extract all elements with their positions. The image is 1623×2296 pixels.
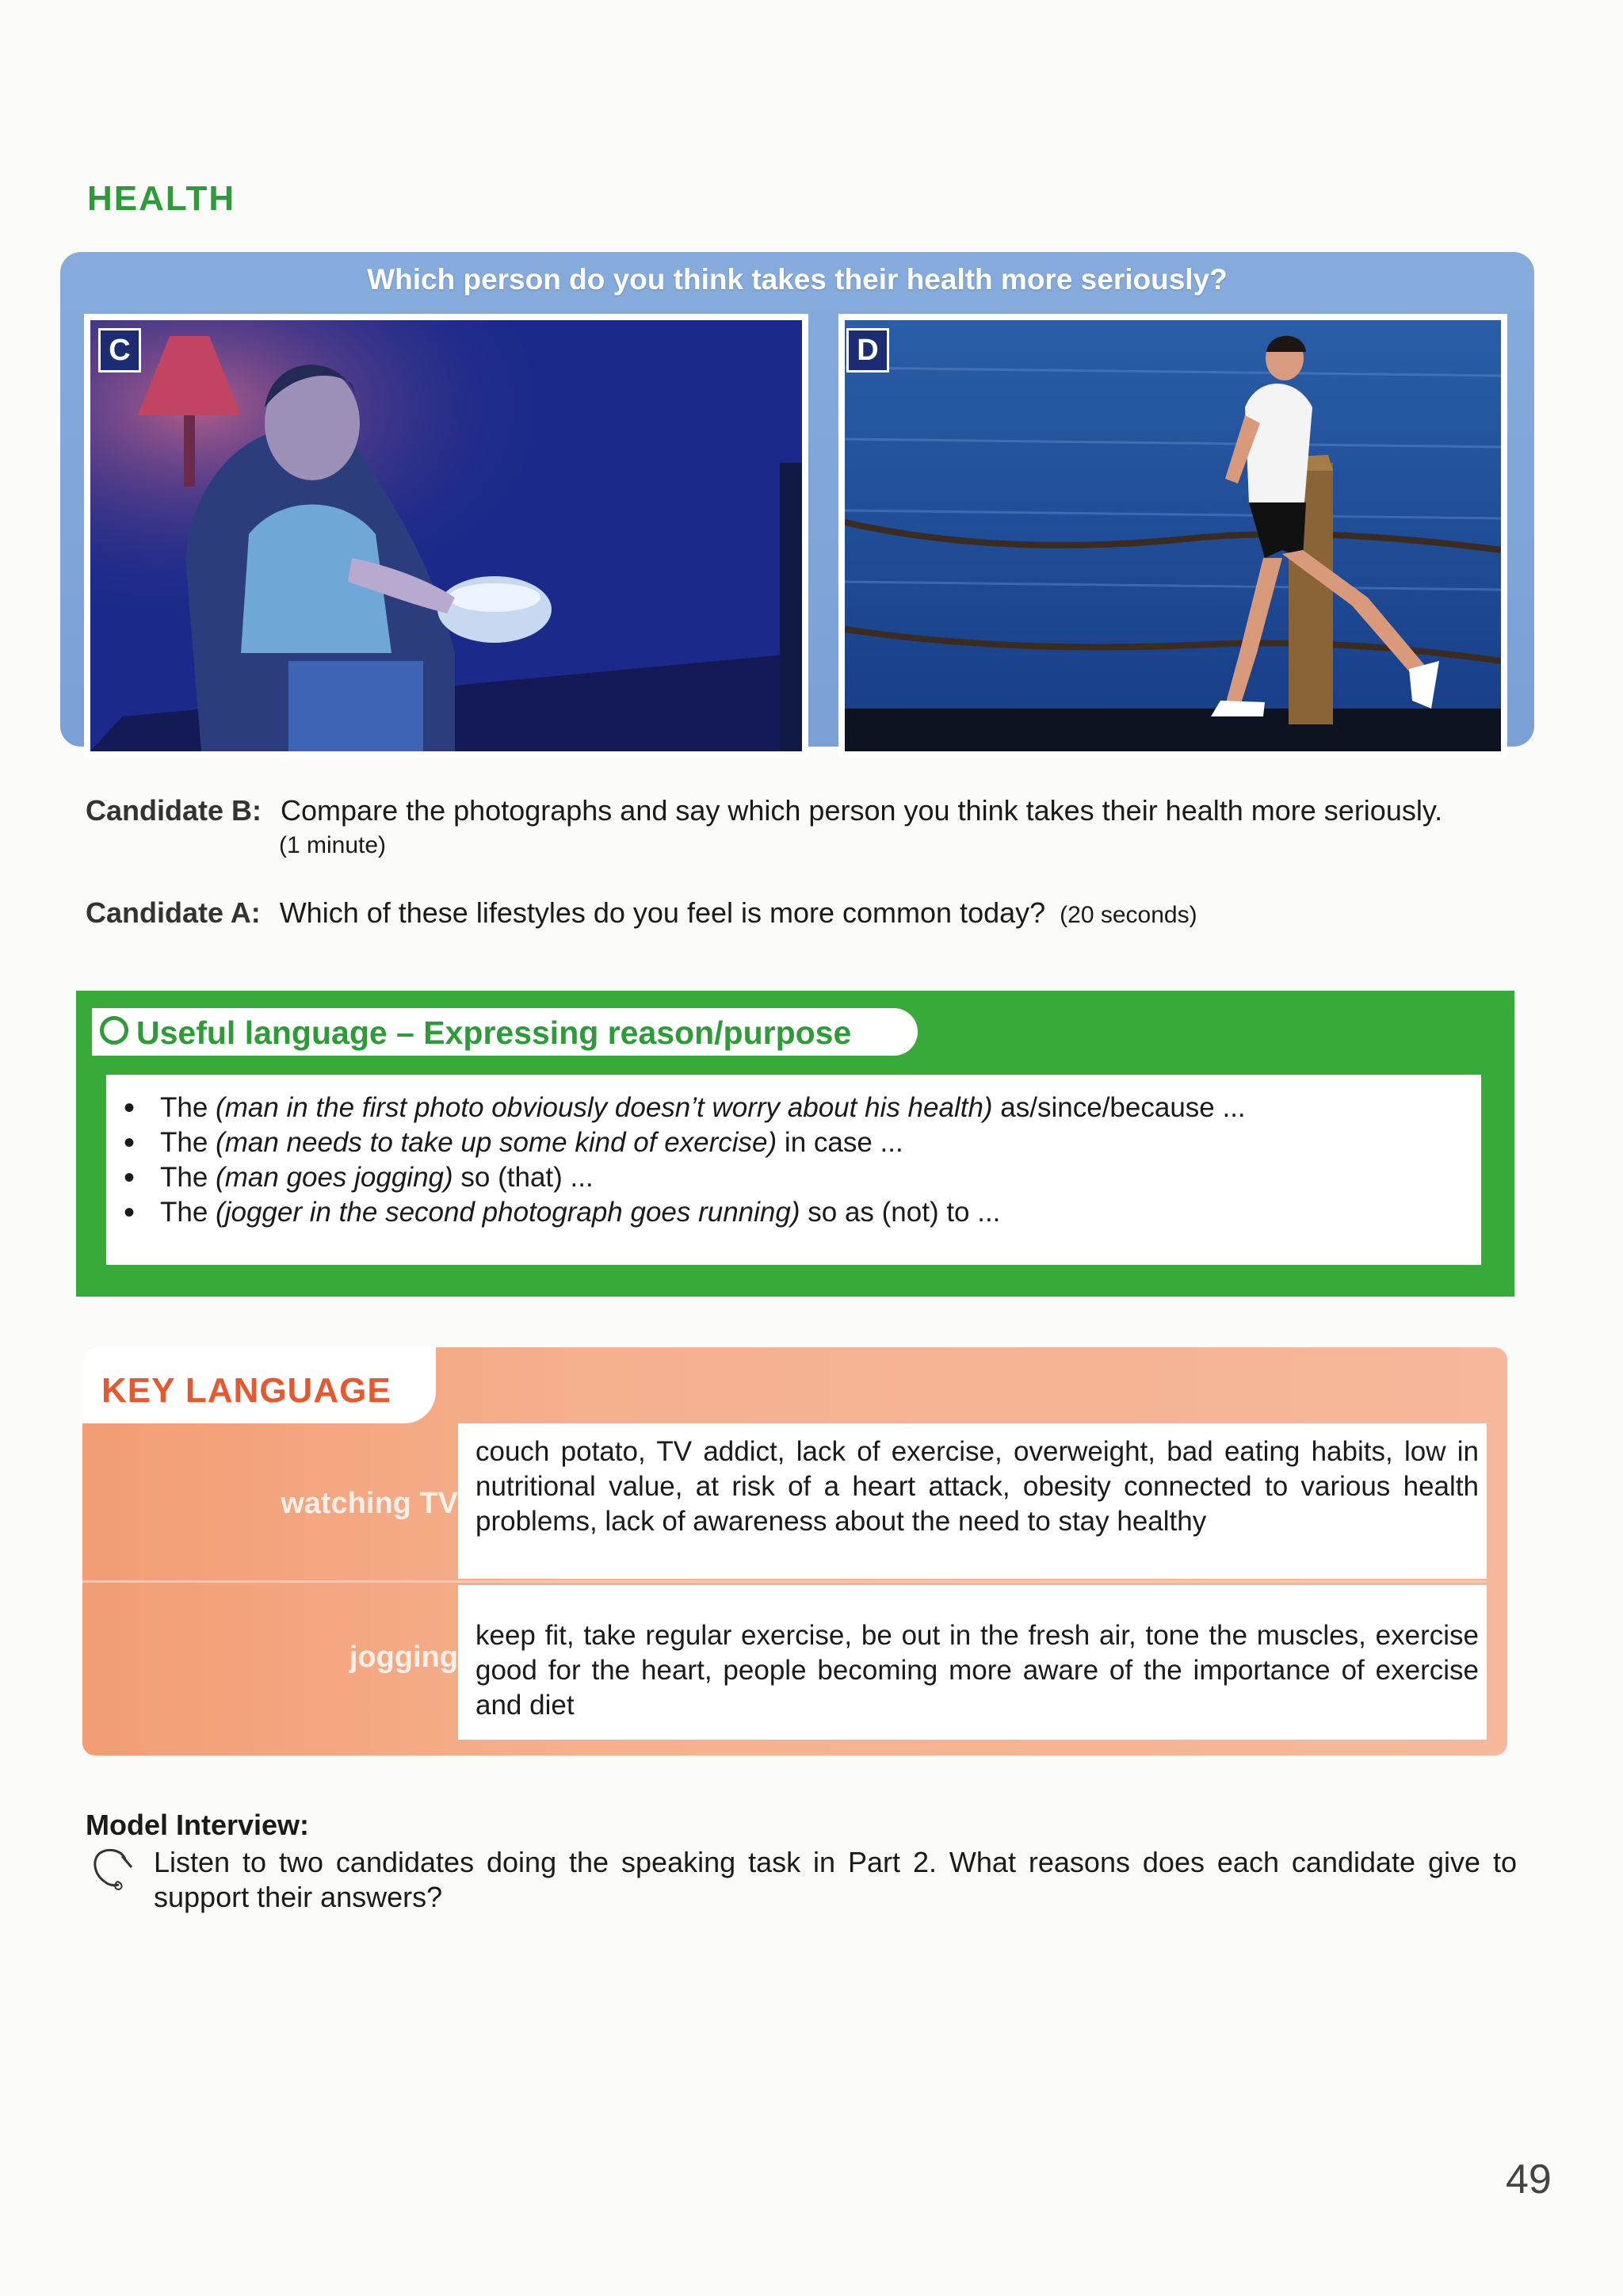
key-language-title: KEY LANGUAGE	[101, 1371, 391, 1410]
candidate-b-label: Candidate B:	[86, 794, 262, 827]
useful-language-list	[106, 1075, 1481, 1230]
candidate-a-text: Which of these lifestyles do you feel is more common today?	[279, 896, 1046, 929]
useful-language-box	[76, 991, 1514, 1297]
key-language-text-1: couch potato, TV addict, lack of exercise, overweight, bad eating habits, low in nutritional value, at risk of a heart attack, obesity connected to various health problems, lack of awareness about the need to stay healthy	[475, 1436, 1479, 1537]
list-item: • The (jogger in the second photograph goes running) so as (not) to ...	[124, 1195, 1481, 1230]
key-language-text-2: keep fit, take regular exercise, be out in the fresh air, tone the muscles, exercise good for the heart, people becoming more aware of the importance of exercise and diet	[475, 1620, 1479, 1721]
model-interview-text: Listen to two candidates doing the speaking task in Part 2. What reasons does each candidate give to support their answers?	[154, 1846, 1517, 1913]
key-language-header	[82, 1347, 436, 1423]
candidate-b-line	[86, 793, 1536, 828]
photo-d-image	[845, 320, 1501, 751]
key-language-box	[82, 1347, 1507, 1755]
candidate-b-text: Compare the photographs and say which person you think takes their health more seriously.	[281, 794, 1443, 827]
photo-c-image	[90, 320, 802, 751]
list-item: • The (man goes jogging) so (that) ...	[124, 1160, 1481, 1195]
photo-c-letter: C	[98, 328, 141, 372]
list-item: • The (man in the first photo obviously doesn’t worry about his health) as/since/because ...	[124, 1091, 1481, 1125]
key-language-label-1: watching TV	[281, 1487, 458, 1520]
useful-language-title: Useful language – Expressing reason/purpose	[136, 1014, 852, 1051]
photo-question: Which person do you think takes their health more seriously?	[367, 263, 1228, 296]
key-language-cell-2	[458, 1585, 1487, 1740]
photo-c	[84, 314, 808, 758]
photo-d	[838, 314, 1507, 758]
key-language-cell-1	[458, 1423, 1487, 1579]
list-item: • The (man needs to take up some kind of exercise) in case ...	[124, 1125, 1481, 1160]
photo-panel	[60, 252, 1534, 747]
circle-icon	[100, 1016, 128, 1045]
candidate-a-line	[86, 896, 1536, 933]
model-interview-title: Model Interview:	[86, 1809, 310, 1841]
key-language-label-2: jogging	[349, 1641, 458, 1674]
headphones-icon	[90, 1843, 138, 1893]
useful-language-content	[106, 1075, 1481, 1265]
section-title: HEALTH	[87, 179, 236, 218]
candidate-b-time: (1 minute)	[279, 832, 387, 858]
photo-d-letter: D	[846, 328, 889, 372]
candidate-a-label: Candidate A:	[86, 896, 261, 929]
candidate-a-time: (20 seconds)	[1060, 902, 1197, 928]
useful-language-header	[92, 1008, 918, 1056]
divider	[82, 1580, 1487, 1583]
page-number: 49	[1506, 2157, 1552, 2202]
